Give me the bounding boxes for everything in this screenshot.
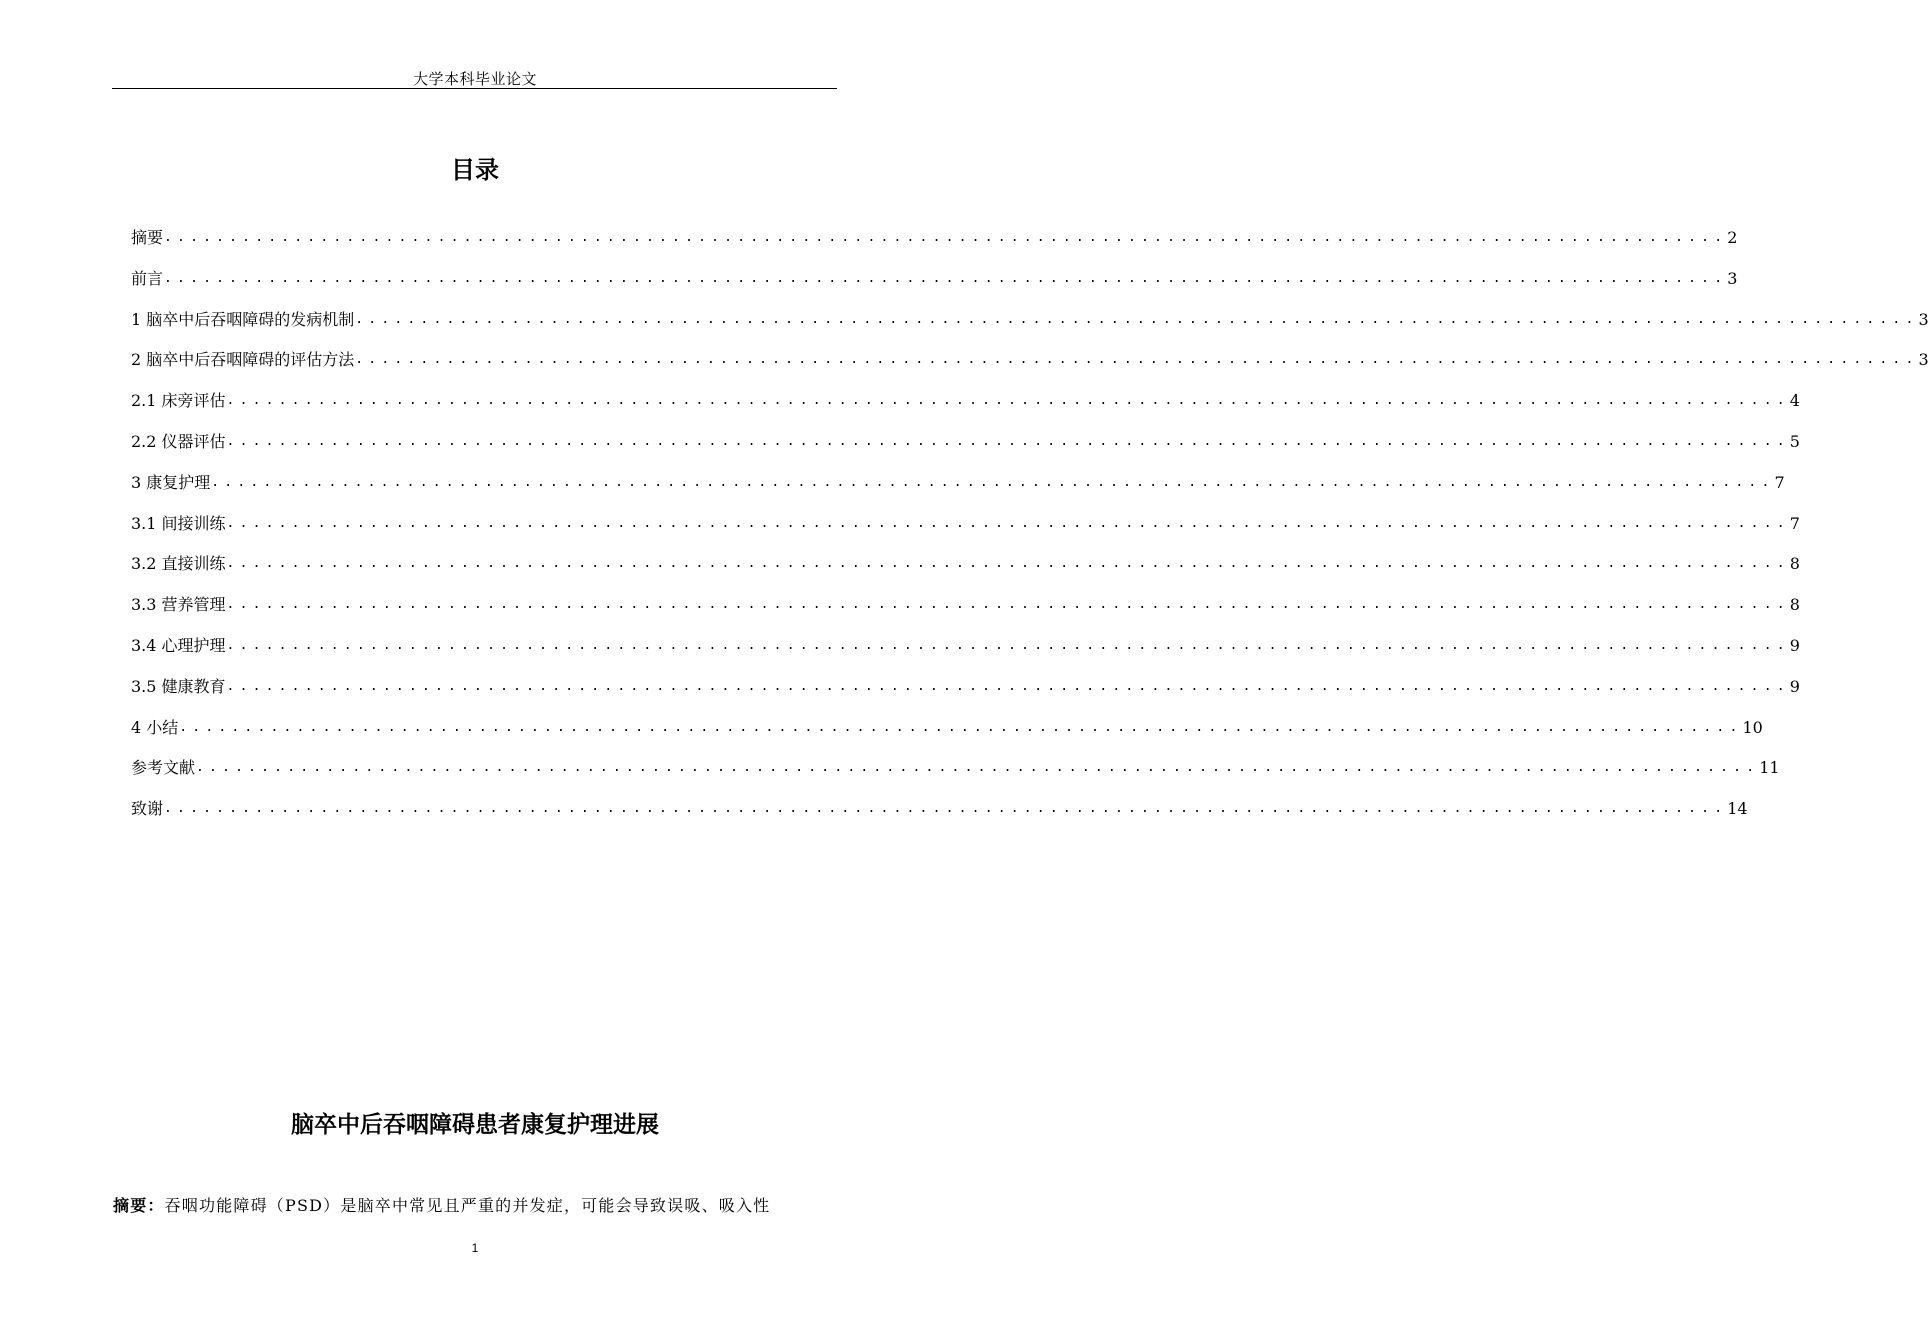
toc-entry-label: 4 小结 [131, 717, 179, 737]
toc-leader-dots: ........................................................................................................................ [196, 760, 1760, 776]
toc-entry-label: 2.2 仪器评估 [131, 431, 226, 451]
toc-leader-dots: ........................................................................................................................ [164, 230, 1728, 245]
toc-entry-label: 摘要 [131, 228, 164, 247]
toc-entry-label: 3.5 健康教育 [131, 676, 226, 696]
toc-entry-label: 前言 [131, 268, 164, 288]
toc-leader-dots: ........................................................................................................................ [226, 556, 1790, 572]
toc-leader-dots: ........................................................................................................................ [355, 311, 1919, 327]
toc-entry-page: 8 [1789, 595, 1800, 615]
toc-entry-label: 2 脑卒中后吞咽障碍的评估方法 [131, 350, 355, 370]
paper-title: 脑卒中后吞咽障碍患者康复护理进展 [291, 1112, 659, 1138]
toc-leader-dots: ........................................................................................................................ [355, 352, 1919, 368]
toc-entry-page: 9 [1789, 676, 1800, 696]
running-header: 大学本科毕业论文 [412, 70, 537, 88]
header-rule [112, 88, 837, 89]
abstract-text: 吞咽功能障碍（PSD）是脑卒中常见且严重的并发症，可能会导致误吸、吸入性 [164, 1196, 771, 1215]
toc-leader-dots: ........................................................................................................................ [226, 597, 1790, 613]
toc-entry[interactable] [131, 430, 1800, 471]
toc-entry-page: 7 [1789, 513, 1800, 533]
toc-entry[interactable] [131, 756, 1780, 797]
toc-leader-dots: ........................................................................................................................ [226, 515, 1790, 531]
toc-entry[interactable] [131, 675, 1800, 716]
toc-leader-dots: ........................................................................................................................ [226, 678, 1790, 694]
toc-leader-dots: ........................................................................................................................ [226, 637, 1790, 653]
toc-entry[interactable] [131, 552, 1800, 593]
toc-entry[interactable] [131, 471, 1785, 512]
toc-entry-page: 3 [1727, 268, 1738, 288]
toc-entry-page: 2 [1727, 228, 1738, 247]
toc-entry[interactable] [131, 593, 1800, 634]
toc-title: 目录 [451, 156, 499, 184]
toc-entry-label: 3.2 直接训练 [131, 554, 226, 574]
toc-entry[interactable] [131, 716, 1763, 757]
toc-entry-label: 3 康复护理 [131, 472, 211, 492]
toc-entry-label: 致谢 [131, 799, 164, 819]
toc-entry-page: 4 [1789, 391, 1800, 411]
toc-entry-page: 11 [1759, 758, 1780, 778]
toc-entry[interactable] [131, 348, 1929, 389]
toc-entry[interactable] [131, 634, 1800, 675]
toc-entry-label: 3.1 间接训练 [131, 513, 226, 533]
abstract-paragraph [113, 1194, 838, 1218]
toc-list [131, 226, 1929, 838]
toc-entry-page: 7 [1774, 472, 1785, 492]
toc-entry-label: 3.4 心理护理 [131, 635, 226, 655]
toc-entry-page: 14 [1727, 799, 1748, 819]
abstract-label: 摘要： [113, 1196, 165, 1215]
toc-leader-dots: ........................................................................................................................ [226, 433, 1790, 449]
toc-leader-dots: ........................................................................................................................ [211, 474, 1775, 490]
toc-entry[interactable] [131, 267, 1738, 308]
toc-entry-page: 3 [1918, 350, 1929, 370]
toc-entry-page: 8 [1789, 554, 1800, 574]
toc-leader-dots: ........................................................................................................................ [179, 719, 1743, 735]
toc-leader-dots: ........................................................................................................................ [164, 801, 1728, 817]
toc-entry[interactable] [131, 389, 1800, 430]
toc-entry[interactable] [131, 512, 1800, 553]
toc-entry[interactable] [131, 226, 1738, 267]
toc-entry-label: 2.1 床旁评估 [131, 391, 226, 411]
toc-entry-label: 3.3 营养管理 [131, 595, 226, 615]
toc-entry-page: 9 [1789, 635, 1800, 655]
toc-entry[interactable] [131, 797, 1748, 838]
toc-entry-label: 参考文献 [131, 758, 196, 778]
page-number: 1 [471, 1241, 479, 1255]
toc-entry-page: 3 [1918, 309, 1929, 329]
toc-leader-dots: ........................................................................................................................ [164, 270, 1728, 286]
toc-entry-page: 5 [1789, 431, 1800, 451]
toc-leader-dots: ........................................................................................................................ [226, 393, 1790, 409]
toc-entry-label: 1 脑卒中后吞咽障碍的发病机制 [131, 309, 355, 329]
toc-entry-page: 10 [1742, 717, 1763, 737]
toc-entry[interactable] [131, 308, 1929, 349]
